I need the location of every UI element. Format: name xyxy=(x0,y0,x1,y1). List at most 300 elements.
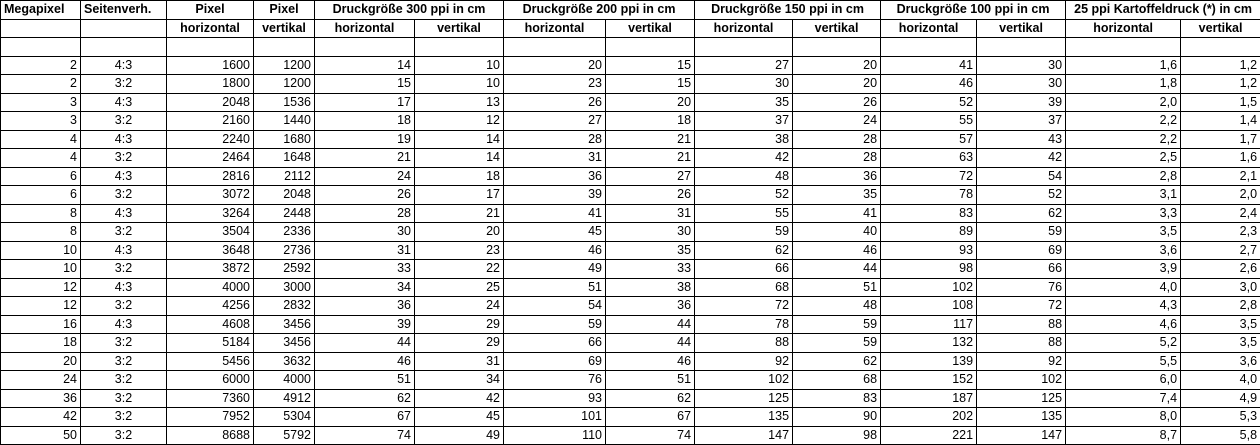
table-cell: 135 xyxy=(977,408,1066,427)
table-cell: 76 xyxy=(504,371,606,390)
table-cell: 49 xyxy=(504,260,606,279)
table-cell: 44 xyxy=(606,334,695,353)
table-cell: 21 xyxy=(315,149,415,168)
table-cell: 29 xyxy=(415,315,504,334)
table-cell: 31 xyxy=(504,149,606,168)
table-cell: 39 xyxy=(504,186,606,205)
table-cell: 52 xyxy=(881,93,977,112)
table-cell: 48 xyxy=(695,167,793,186)
table-cell: 30 xyxy=(977,56,1066,75)
header-cell: horizontal xyxy=(504,19,606,38)
table-cell: 30 xyxy=(695,75,793,94)
table-cell: 2736 xyxy=(254,241,315,260)
table-cell: 69 xyxy=(977,241,1066,260)
header-cell: Druckgröße 150 ppi in cm xyxy=(695,1,881,20)
table-cell: 3 xyxy=(1,112,81,131)
header-cell: vertikal xyxy=(1181,19,1260,38)
table-cell: 66 xyxy=(504,334,606,353)
table-cell: 72 xyxy=(695,297,793,316)
table-cell: 88 xyxy=(977,334,1066,353)
header-cell: horizontal xyxy=(881,19,977,38)
table-cell: 8 xyxy=(1,204,81,223)
table-cell: 3,9 xyxy=(1066,260,1181,279)
table-cell: 27 xyxy=(606,167,695,186)
table-cell: 3:2 xyxy=(81,112,167,131)
table-cell: 10 xyxy=(1,241,81,260)
table-cell: 24 xyxy=(793,112,881,131)
table-cell: 2 xyxy=(1,56,81,75)
table-cell: 46 xyxy=(793,241,881,260)
table-cell: 50 xyxy=(1,426,81,445)
table-cell: 5,5 xyxy=(1066,352,1181,371)
table-cell: 3,3 xyxy=(1066,204,1181,223)
table-cell: 4:3 xyxy=(81,93,167,112)
table-cell: 1,6 xyxy=(1181,149,1260,168)
table-cell: 66 xyxy=(977,260,1066,279)
table-cell: 202 xyxy=(881,408,977,427)
table-row xyxy=(1,112,1260,131)
table-cell: 7952 xyxy=(167,408,254,427)
table-cell: 88 xyxy=(977,315,1066,334)
table-cell: 4912 xyxy=(254,389,315,408)
table-cell: 63 xyxy=(881,149,977,168)
table-cell: 20 xyxy=(606,93,695,112)
table-cell: 62 xyxy=(793,352,881,371)
table-cell: 42 xyxy=(415,389,504,408)
table-row xyxy=(1,278,1260,297)
table-cell: 78 xyxy=(695,315,793,334)
header-cell: Druckgröße 200 ppi in cm xyxy=(504,1,695,20)
table-cell: 59 xyxy=(793,334,881,353)
table-cell: 3072 xyxy=(167,186,254,205)
header-cell: horizontal xyxy=(167,19,254,38)
table-cell: 15 xyxy=(606,75,695,94)
table-cell: 37 xyxy=(695,112,793,131)
table-cell: 41 xyxy=(793,204,881,223)
empty-cell xyxy=(254,38,315,57)
table-cell: 72 xyxy=(977,297,1066,316)
empty-cell xyxy=(315,38,415,57)
table-cell: 46 xyxy=(606,352,695,371)
table-cell: 3:2 xyxy=(81,223,167,242)
table-cell: 31 xyxy=(415,352,504,371)
table-cell: 3456 xyxy=(254,315,315,334)
table-cell: 7,4 xyxy=(1066,389,1181,408)
table-cell: 5,8 xyxy=(1181,426,1260,445)
table-cell: 78 xyxy=(881,186,977,205)
table-cell: 1800 xyxy=(167,75,254,94)
table-cell: 108 xyxy=(881,297,977,316)
table-cell: 5456 xyxy=(167,352,254,371)
empty-spacer-row xyxy=(1,38,1260,57)
table-cell: 2 xyxy=(1,75,81,94)
table-cell: 139 xyxy=(881,352,977,371)
table-cell: 3:2 xyxy=(81,334,167,353)
table-cell: 35 xyxy=(695,93,793,112)
header-cell: vertikal xyxy=(606,19,695,38)
table-cell: 46 xyxy=(315,352,415,371)
table-cell: 59 xyxy=(504,315,606,334)
table-cell: 4256 xyxy=(167,297,254,316)
table-cell: 4,0 xyxy=(1181,371,1260,390)
table-cell: 2240 xyxy=(167,130,254,149)
table-cell: 1,2 xyxy=(1181,75,1260,94)
table-cell: 46 xyxy=(504,241,606,260)
table-cell: 35 xyxy=(793,186,881,205)
table-cell: 45 xyxy=(504,223,606,242)
table-cell: 49 xyxy=(415,426,504,445)
table-cell: 3632 xyxy=(254,352,315,371)
table-cell: 1680 xyxy=(254,130,315,149)
table-cell: 36 xyxy=(793,167,881,186)
table-cell: 4:3 xyxy=(81,241,167,260)
table-cell: 36 xyxy=(1,389,81,408)
table-cell: 14 xyxy=(315,56,415,75)
table-cell: 3264 xyxy=(167,204,254,223)
table-cell: 4:3 xyxy=(81,167,167,186)
table-row xyxy=(1,56,1260,75)
table-cell: 147 xyxy=(977,426,1066,445)
table-cell: 4608 xyxy=(167,315,254,334)
header-cell: Druckgröße 100 ppi in cm xyxy=(881,1,1066,20)
table-cell: 10 xyxy=(1,260,81,279)
table-row xyxy=(1,167,1260,186)
table-cell: 38 xyxy=(695,130,793,149)
table-cell: 88 xyxy=(695,334,793,353)
table-cell: 4,3 xyxy=(1066,297,1181,316)
table-cell: 28 xyxy=(793,130,881,149)
table-cell: 16 xyxy=(1,315,81,334)
table-cell: 6 xyxy=(1,186,81,205)
table-cell: 33 xyxy=(315,260,415,279)
table-cell: 45 xyxy=(415,408,504,427)
table-cell: 20 xyxy=(793,75,881,94)
table-row xyxy=(1,334,1260,353)
table-cell: 1600 xyxy=(167,56,254,75)
table-cell: 33 xyxy=(606,260,695,279)
table-cell: 6000 xyxy=(167,371,254,390)
table-cell: 29 xyxy=(415,334,504,353)
table-cell: 125 xyxy=(695,389,793,408)
table-row xyxy=(1,186,1260,205)
empty-cell xyxy=(167,38,254,57)
table-cell: 36 xyxy=(504,167,606,186)
table-cell: 135 xyxy=(695,408,793,427)
table-cell: 2,3 xyxy=(1181,223,1260,242)
table-row xyxy=(1,352,1260,371)
table-cell: 26 xyxy=(315,186,415,205)
table-cell: 1,7 xyxy=(1181,130,1260,149)
table-cell: 69 xyxy=(504,352,606,371)
table-cell: 4000 xyxy=(167,278,254,297)
table-cell: 3:2 xyxy=(81,149,167,168)
table-cell: 8,0 xyxy=(1066,408,1181,427)
table-cell: 38 xyxy=(606,278,695,297)
table-cell: 3:2 xyxy=(81,408,167,427)
header-cell: vertikal xyxy=(254,19,315,38)
table-cell: 117 xyxy=(881,315,977,334)
table-cell: 67 xyxy=(315,408,415,427)
table-cell: 3,6 xyxy=(1066,241,1181,260)
table-cell: 57 xyxy=(881,130,977,149)
table-cell: 3,5 xyxy=(1181,315,1260,334)
table-cell: 10 xyxy=(415,75,504,94)
table-cell: 102 xyxy=(881,278,977,297)
table-cell: 48 xyxy=(793,297,881,316)
table-cell: 4000 xyxy=(254,371,315,390)
table-cell: 17 xyxy=(315,93,415,112)
table-cell: 4 xyxy=(1,149,81,168)
header-cell: Druckgröße 300 ppi in cm xyxy=(315,1,504,20)
table-cell: 101 xyxy=(504,408,606,427)
table-cell: 2,0 xyxy=(1181,186,1260,205)
table-cell: 4,0 xyxy=(1066,278,1181,297)
table-cell: 110 xyxy=(504,426,606,445)
empty-cell xyxy=(606,38,695,57)
table-cell: 92 xyxy=(977,352,1066,371)
table-cell: 23 xyxy=(415,241,504,260)
table-cell: 62 xyxy=(606,389,695,408)
table-cell: 3:2 xyxy=(81,426,167,445)
table-cell: 44 xyxy=(315,334,415,353)
table-cell: 52 xyxy=(977,186,1066,205)
table-cell: 2,8 xyxy=(1181,297,1260,316)
empty-cell xyxy=(1066,38,1181,57)
table-cell: 2,8 xyxy=(1066,167,1181,186)
table-cell: 20 xyxy=(1,352,81,371)
table-cell: 28 xyxy=(504,130,606,149)
table-cell: 2,7 xyxy=(1181,241,1260,260)
table-cell: 39 xyxy=(315,315,415,334)
table-cell: 66 xyxy=(695,260,793,279)
table-cell: 4:3 xyxy=(81,278,167,297)
header-cell: 25 ppi Kartoffeldruck (*) in cm xyxy=(1066,1,1260,20)
table-cell: 6,0 xyxy=(1066,371,1181,390)
table-cell: 18 xyxy=(606,112,695,131)
header-row-1 xyxy=(1,1,1260,20)
table-cell: 72 xyxy=(881,167,977,186)
table-cell: 8688 xyxy=(167,426,254,445)
table-cell: 20 xyxy=(504,56,606,75)
table-cell: 3:2 xyxy=(81,352,167,371)
table-row xyxy=(1,75,1260,94)
table-cell: 3648 xyxy=(167,241,254,260)
table-cell: 20 xyxy=(793,56,881,75)
header-cell: Pixel xyxy=(254,1,315,20)
table-cell: 54 xyxy=(504,297,606,316)
table-cell: 23 xyxy=(504,75,606,94)
table-cell: 68 xyxy=(793,371,881,390)
table-cell: 5,3 xyxy=(1181,408,1260,427)
table-cell: 1,5 xyxy=(1181,93,1260,112)
table-cell: 3:2 xyxy=(81,389,167,408)
header-cell: Megapixel xyxy=(1,1,81,20)
table-cell: 51 xyxy=(793,278,881,297)
table-cell: 25 xyxy=(415,278,504,297)
table-cell: 30 xyxy=(606,223,695,242)
table-cell: 4:3 xyxy=(81,315,167,334)
table-cell: 1200 xyxy=(254,56,315,75)
table-cell: 31 xyxy=(315,241,415,260)
table-cell: 26 xyxy=(793,93,881,112)
table-cell: 42 xyxy=(977,149,1066,168)
table-cell: 42 xyxy=(695,149,793,168)
table-cell: 6 xyxy=(1,167,81,186)
empty-cell xyxy=(1,38,81,57)
table-cell: 83 xyxy=(793,389,881,408)
table-cell: 21 xyxy=(606,149,695,168)
table-cell: 2112 xyxy=(254,167,315,186)
table-cell: 24 xyxy=(1,371,81,390)
table-row xyxy=(1,297,1260,316)
table-cell: 147 xyxy=(695,426,793,445)
table-cell: 187 xyxy=(881,389,977,408)
empty-cell xyxy=(504,38,606,57)
table-cell: 59 xyxy=(793,315,881,334)
table-row xyxy=(1,426,1260,445)
empty-cell xyxy=(415,38,504,57)
table-cell: 125 xyxy=(977,389,1066,408)
table-cell: 2160 xyxy=(167,112,254,131)
table-cell: 3 xyxy=(1,93,81,112)
table-cell: 3:2 xyxy=(81,371,167,390)
table-cell: 7360 xyxy=(167,389,254,408)
table-cell: 1,2 xyxy=(1181,56,1260,75)
header-cell: horizontal xyxy=(315,19,415,38)
table-cell: 5792 xyxy=(254,426,315,445)
table-cell: 98 xyxy=(881,260,977,279)
table-cell: 3:2 xyxy=(81,75,167,94)
table-cell: 67 xyxy=(606,408,695,427)
table-cell: 1,6 xyxy=(1066,56,1181,75)
empty-cell xyxy=(977,38,1066,57)
table-row xyxy=(1,371,1260,390)
table-cell: 59 xyxy=(977,223,1066,242)
table-cell: 1,4 xyxy=(1181,112,1260,131)
table-cell: 2816 xyxy=(167,167,254,186)
table-cell: 83 xyxy=(881,204,977,223)
table-cell: 3:2 xyxy=(81,297,167,316)
table-cell: 2,5 xyxy=(1066,149,1181,168)
table-cell: 24 xyxy=(315,167,415,186)
table-cell: 52 xyxy=(695,186,793,205)
header-cell xyxy=(1,19,81,38)
table-cell: 59 xyxy=(695,223,793,242)
table-cell: 1200 xyxy=(254,75,315,94)
header-cell: vertikal xyxy=(415,19,504,38)
table-row xyxy=(1,149,1260,168)
table-cell: 4:3 xyxy=(81,56,167,75)
empty-cell xyxy=(793,38,881,57)
table-cell: 4,9 xyxy=(1181,389,1260,408)
table-cell: 102 xyxy=(977,371,1066,390)
table-cell: 30 xyxy=(315,223,415,242)
table-row xyxy=(1,93,1260,112)
table-cell: 54 xyxy=(977,167,1066,186)
table-cell: 4 xyxy=(1,130,81,149)
table-cell: 90 xyxy=(793,408,881,427)
table-cell: 76 xyxy=(977,278,1066,297)
table-cell: 12 xyxy=(1,297,81,316)
table-cell: 13 xyxy=(415,93,504,112)
empty-cell xyxy=(1181,38,1260,57)
table-cell: 5304 xyxy=(254,408,315,427)
table-cell: 8 xyxy=(1,223,81,242)
table-cell: 93 xyxy=(881,241,977,260)
table-cell: 36 xyxy=(606,297,695,316)
table-row xyxy=(1,241,1260,260)
table-cell: 3,1 xyxy=(1066,186,1181,205)
table-cell: 31 xyxy=(606,204,695,223)
table-cell: 3456 xyxy=(254,334,315,353)
table-cell: 132 xyxy=(881,334,977,353)
table-row xyxy=(1,389,1260,408)
table-cell: 18 xyxy=(315,112,415,131)
table-cell: 62 xyxy=(977,204,1066,223)
table-cell: 5184 xyxy=(167,334,254,353)
table-cell: 27 xyxy=(695,56,793,75)
table-cell: 68 xyxy=(695,278,793,297)
header-row-2 xyxy=(1,19,1260,38)
table-cell: 55 xyxy=(695,204,793,223)
empty-cell xyxy=(695,38,793,57)
table-cell: 20 xyxy=(415,223,504,242)
table-cell: 34 xyxy=(315,278,415,297)
table-cell: 51 xyxy=(315,371,415,390)
table-cell: 221 xyxy=(881,426,977,445)
table-cell: 2,2 xyxy=(1066,112,1181,131)
table-cell: 2592 xyxy=(254,260,315,279)
table-cell: 2464 xyxy=(167,149,254,168)
table-cell: 12 xyxy=(415,112,504,131)
table-cell: 2832 xyxy=(254,297,315,316)
table-cell: 3,0 xyxy=(1181,278,1260,297)
table-row xyxy=(1,130,1260,149)
table-cell: 21 xyxy=(606,130,695,149)
table-cell: 5,2 xyxy=(1066,334,1181,353)
table-cell: 21 xyxy=(415,204,504,223)
table-cell: 2,1 xyxy=(1181,167,1260,186)
table-cell: 24 xyxy=(415,297,504,316)
header-cell: vertikal xyxy=(977,19,1066,38)
table-cell: 2,2 xyxy=(1066,130,1181,149)
table-cell: 14 xyxy=(415,130,504,149)
table-cell: 2448 xyxy=(254,204,315,223)
table-cell: 41 xyxy=(881,56,977,75)
table-cell: 2336 xyxy=(254,223,315,242)
table-cell: 41 xyxy=(504,204,606,223)
table-cell: 2,0 xyxy=(1066,93,1181,112)
table-cell: 40 xyxy=(793,223,881,242)
table-cell: 18 xyxy=(415,167,504,186)
table-cell: 89 xyxy=(881,223,977,242)
table-cell: 28 xyxy=(793,149,881,168)
table-cell: 15 xyxy=(315,75,415,94)
table-row xyxy=(1,408,1260,427)
table-cell: 46 xyxy=(881,75,977,94)
table-cell: 12 xyxy=(1,278,81,297)
table-row xyxy=(1,223,1260,242)
table-cell: 28 xyxy=(315,204,415,223)
table-cell: 3000 xyxy=(254,278,315,297)
table-cell: 3:2 xyxy=(81,186,167,205)
table-cell: 92 xyxy=(695,352,793,371)
header-cell xyxy=(81,19,167,38)
table-cell: 17 xyxy=(415,186,504,205)
header-cell: horizontal xyxy=(695,19,793,38)
table-cell: 2,6 xyxy=(1181,260,1260,279)
table-cell: 44 xyxy=(793,260,881,279)
